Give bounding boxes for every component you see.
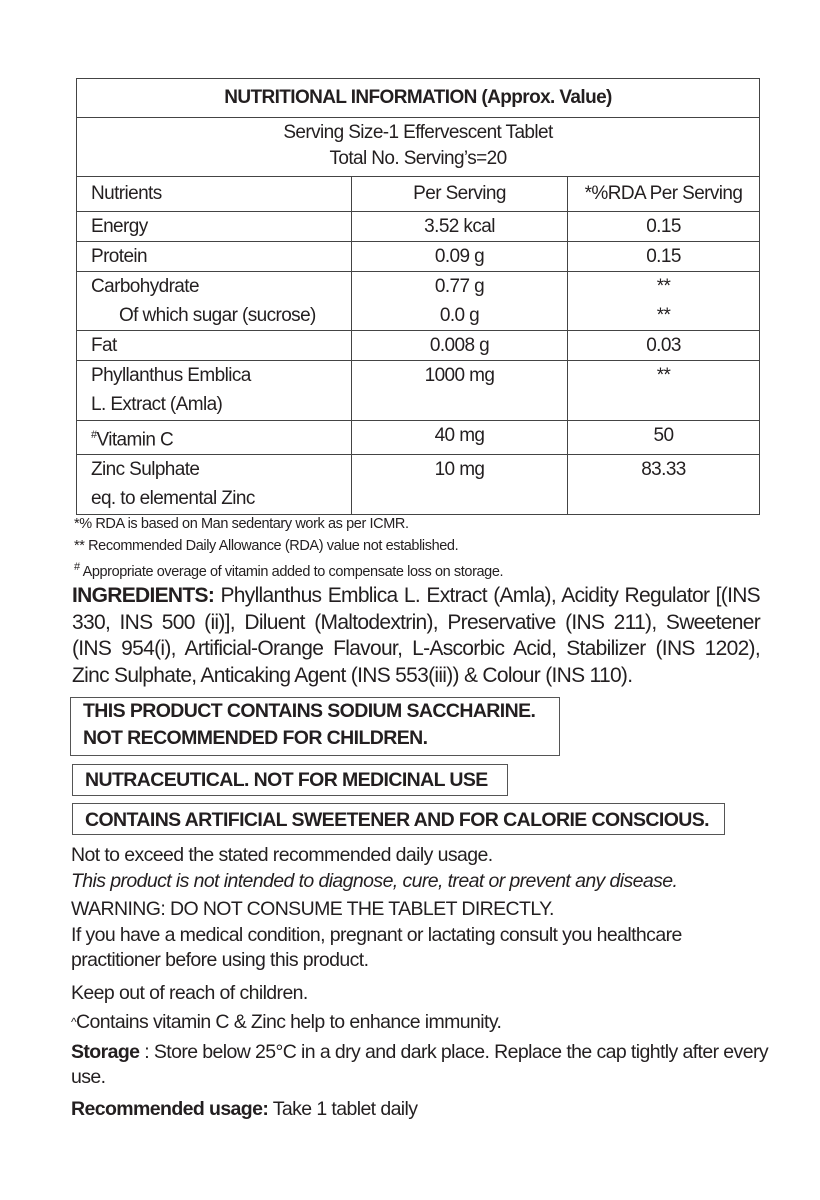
rda: 0.03 [568,331,760,361]
table-row [77,212,760,242]
per-serving: 3.52 kcal [352,212,568,242]
usage-text: Take 1 tablet daily [268,1097,418,1120]
saccharine-warning: THIS PRODUCT CONTAINS SODIUM SACCHARINE. [83,700,536,722]
ingredients-label: INGREDIENTS: [72,584,215,607]
footnote-rda: *% RDA is based on Man sedentary work as per ICMR. [74,516,409,532]
footnote-overage [74,557,503,583]
table-row [77,361,760,421]
nutrient-name [77,455,352,515]
rda: 0.15 [568,242,760,272]
usage-label: Recommended usage: [71,1097,269,1120]
table-row [77,272,760,302]
footnote-mark: # [74,561,80,573]
nutrient-name-line1: Phyllanthus Emblica [91,365,251,386]
table-row [77,455,760,515]
table-header [77,177,760,212]
table-row [77,242,760,272]
storage-text: : Store below 25°C in a dry and dark place. Replace the cap tightly after every use. [71,1040,768,1088]
medical-note: If you have a medical condition, pregnant or lactating consult you healthcare practitioner before using this product. [71,923,682,971]
rda: 50 [568,421,760,455]
total-servings: Total No. Serving’s=20 [329,148,507,169]
nutrient-name-line2: L. Extract (Amla) [91,394,223,415]
ingredients-text: Phyllanthus Emblica L. Extract (Amla), Acidity Regulator [(INS 330, INS 500 (ii)], Diluent (Maltodextrin), Preservative (INS 211), Sweetener (INS 954(i), Artificial-Orange Flavour, L-Ascorbic Acid, Stabilizer (INS 1202), Zinc Sulphate, Anticaking Agent (INS 553(iii)) & Colour (INS 110). [72,584,760,687]
children-note: Keep out of reach of children. [71,981,308,1004]
nutrient-name: Protein [77,242,352,272]
nutrient-name: Energy [77,212,352,242]
serving-size: Serving Size-1 Effervescent Tablet [283,122,553,143]
footnote-overage-text: Appropriate overage of vitamin added to compensate loss on storage. [82,563,504,580]
per-serving: 0.008 g [352,331,568,361]
immunity-note [71,1010,771,1036]
nutrient-name: Carbohydrate [77,272,352,302]
nutrient-name-line1: Zinc Sulphate [91,459,200,481]
per-serving: 1000 mg [352,361,568,421]
nutrient-name-line2: eq. to elemental Zinc [91,488,255,510]
nutrient-label: Vitamin C [96,429,174,451]
table-row [77,421,760,455]
storage-note [71,1040,771,1091]
nutrient-name [77,361,352,421]
per-serving: 0.77 g [352,272,568,302]
usage-note [71,1097,771,1123]
per-serving: 0.0 g [352,301,568,331]
rda: 83.33 [568,455,760,515]
caret-mark: ^ [71,1015,77,1029]
table-row [77,331,760,361]
per-serving: 0.09 g [352,242,568,272]
disclaimer: This product is not intended to diagnose, cure, treat or prevent any disease. [71,869,678,892]
header-per-serving: Per Serving [352,177,568,212]
serving-info [77,118,760,177]
nutrient-name [77,421,352,455]
saccharine-warning-box [70,697,560,756]
tablet-warning: WARNING: DO NOT CONSUME THE TABLET DIRECTLY. [71,898,554,920]
sweetener-box: CONTAINS ARTIFICIAL SWEETENER AND FOR CALORIE CONSCIOUS. [72,803,725,835]
daily-limit-note: Not to exceed the stated recommended daily usage. [71,844,493,866]
per-serving: 10 mg [352,455,568,515]
footnote-mark: # [91,429,97,441]
nutraceutical-box: NUTRACEUTICAL. NOT FOR MEDICINAL USE [72,764,508,796]
rda: ** [568,361,760,421]
footnotes [74,514,503,583]
header-rda: *%RDA Per Serving [568,177,760,212]
rda: ** [568,272,760,302]
rda: 0.15 [568,212,760,242]
storage-label: Storage [71,1040,140,1063]
nutrition-table [76,78,760,515]
immunity-text: Contains vitamin C & Zinc help to enhance immunity. [76,1011,502,1033]
per-serving: 40 mg [352,421,568,455]
nutrient-name: Fat [77,331,352,361]
usage-notes [71,843,771,1122]
children-warning: NOT RECOMMENDED FOR CHILDREN. [83,727,428,749]
header-nutrients: Nutrients [77,177,352,212]
nutrient-name: Of which sugar (sucrose) [77,301,352,331]
table-row [77,301,760,331]
ingredients [72,583,760,689]
rda: ** [568,301,760,331]
footnote-not-established: ** Recommended Daily Allowance (RDA) value not established. [74,537,459,554]
table-title: NUTRITIONAL INFORMATION (Approx. Value) [77,79,760,118]
